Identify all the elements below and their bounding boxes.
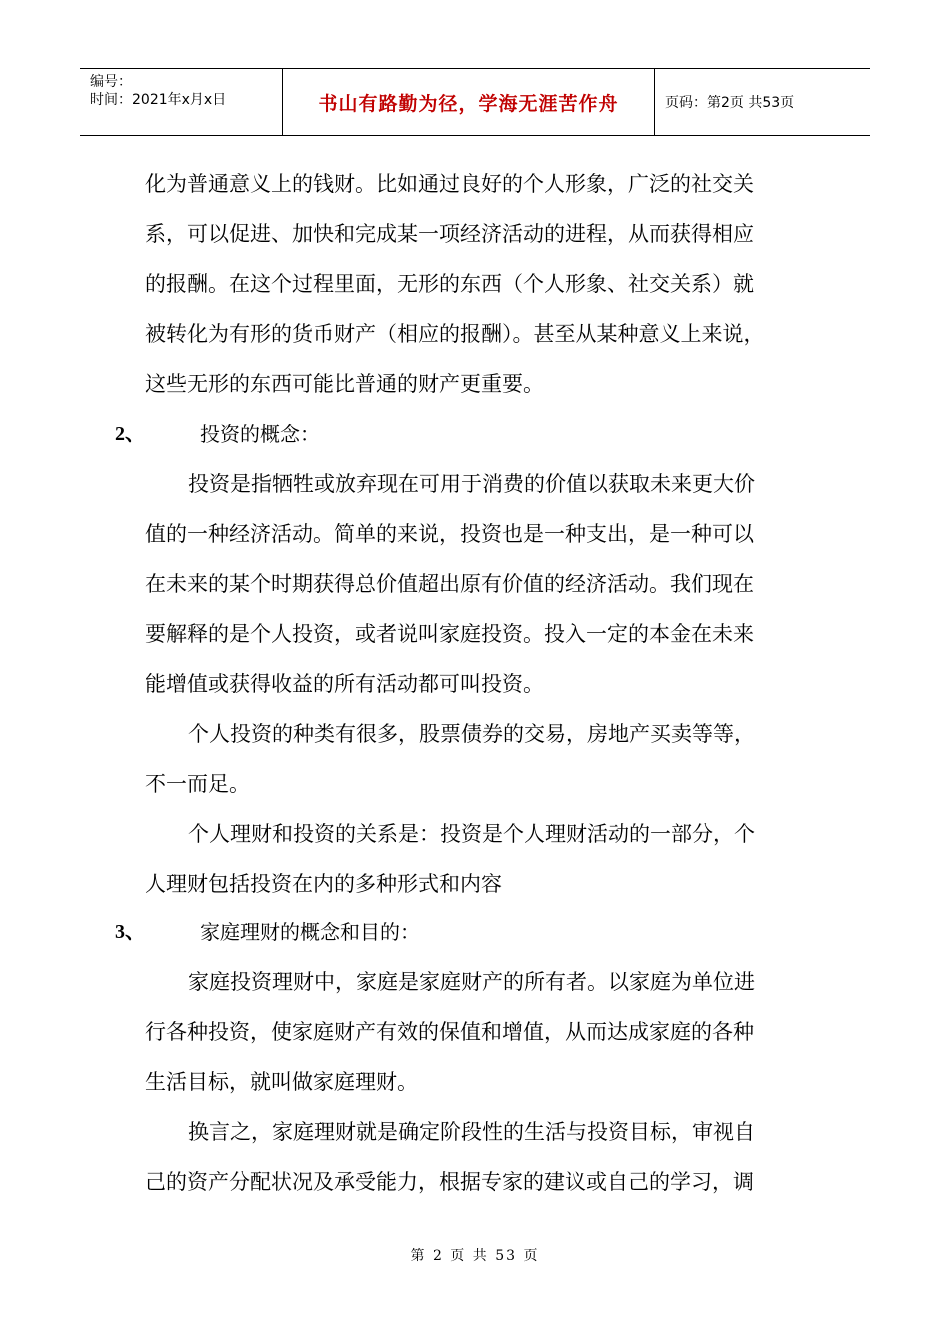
text-line: 己的资产分配状况及承受能力，根据专家的建议或自己的学习，调 (145, 1170, 754, 1194)
time-label: 时间：2021年x月x日 (90, 92, 227, 108)
text-line: 化为普通意义上的钱财。比如通过良好的个人形象，广泛的社交关 (145, 172, 754, 196)
number-label: 编号： (90, 74, 132, 90)
text-line: 个人投资的种类有很多，股票债券的交易，房地产买卖等等， (188, 722, 755, 746)
text-line: 被转化为有形的货币财产（相应的报酬）。甚至从某种意义上来说， (145, 322, 765, 346)
text-line: 这些无形的东西可能比普通的财产更重要。 (145, 372, 544, 396)
text-line: 在未来的某个时期获得总价值超出原有价值的经济活动。我们现在 (145, 572, 754, 596)
text-line: 的报酬。在这个过程里面，无形的东西（个人形象、社交关系）就 (145, 272, 754, 296)
text-line: 人理财包括投资在内的多种形式和内容 (145, 872, 502, 896)
text-line: 个人理财和投资的关系是：投资是个人理财活动的一部分，个 (188, 822, 755, 846)
text-line: 值的一种经济活动。简单的来说，投资也是一种支出，是一种可以 (145, 522, 754, 546)
header-meta (80, 69, 283, 135)
header-page-info: 页码：第2页 共53页 (665, 95, 795, 111)
section-number: 3、 (115, 921, 145, 943)
page-header (80, 68, 870, 136)
section-title: 家庭理财的概念和目的： (200, 920, 420, 944)
section-title: 投资的概念： (200, 422, 320, 446)
text-line: 不一而足。 (145, 772, 250, 796)
text-line: 换言之，家庭理财就是确定阶段性的生活与投资目标，审视自 (188, 1120, 755, 1144)
text-line: 能增值或获得收益的所有活动都可叫投资。 (145, 672, 544, 696)
text-line: 系，可以促进、加快和完成某一项经济活动的进程，从而获得相应 (145, 222, 754, 246)
header-motto: 书山有路勤为径，学海无涯苦作舟 (283, 69, 655, 135)
section-number: 2、 (115, 423, 145, 445)
text-line: 要解释的是个人投资，或者说叫家庭投资。投入一定的本金在未来 (145, 622, 754, 646)
text-line: 行各种投资，使家庭财产有效的保值和增值，从而达成家庭的各种 (145, 1020, 754, 1044)
text-line: 生活目标，就叫做家庭理财。 (145, 1070, 418, 1094)
text-line: 投资是指牺牲或放弃现在可用于消费的价值以获取未来更大价 (188, 472, 755, 496)
text-line: 家庭投资理财中，家庭是家庭财产的所有者。以家庭为单位进 (188, 970, 755, 994)
page-footer: 第 2 页 共 53 页 (410, 1248, 540, 1264)
